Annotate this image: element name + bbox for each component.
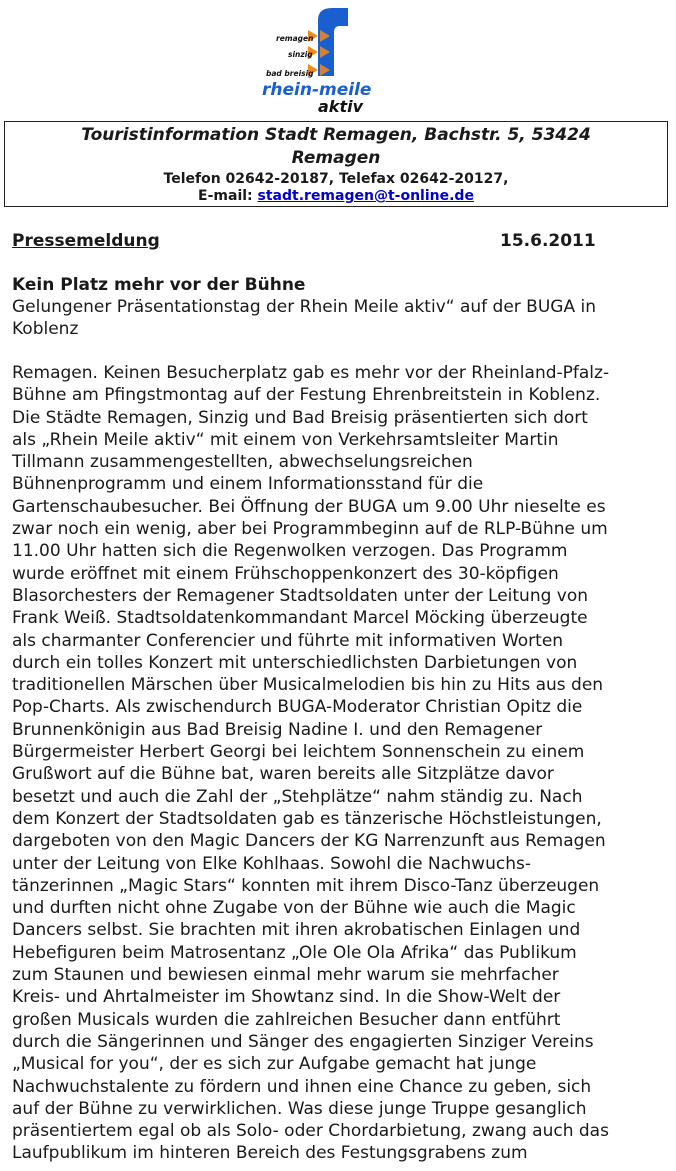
- article-headline: Kein Platz mehr vor der Bühne: [12, 275, 306, 295]
- body-line: besetzt und auch die Zahl der „Stehplätze“ nahm ständig zu. Nach: [12, 786, 583, 807]
- body-line: traditionellen Märschen über Musicalmelodien bis hin zu Hits aus den: [12, 675, 604, 696]
- body-line: Gartenschaubesucher. Bei Öffnung der BUGA um 9.00 Uhr nieselte es: [12, 496, 606, 517]
- logo-remagen: remagen: [276, 34, 314, 43]
- body-line: zwar noch ein wenig, aber bei Programmbeginn auf de RLP-Bühne um: [12, 519, 608, 540]
- body-line: zum Staunen und bewiesen einmal mehr warum sie mehrfacher: [12, 965, 559, 986]
- body-line: Pop-Charts. Als zwischendurch BUGA-Moderator Christian Opitz die: [12, 697, 583, 718]
- body-line: Blasorchesters der Remagener Stadtsoldaten unter der Leitung von: [12, 585, 589, 606]
- article-body: [12, 362, 662, 1165]
- rhein-meile-logo: [258, 6, 373, 116]
- body-line: Bürgermeister Herbert Georgi bei leichtem Sonnenschein zu einem: [12, 742, 585, 763]
- body-line: dem Konzert der Stadtsoldaten gab es tänzerische Höchstleistungen,: [12, 808, 602, 829]
- logo-brand-main: rhein-meile: [262, 80, 372, 100]
- body-line: Nachwuchstalente zu fördern und ihnen eine Chance zu geben, sich: [12, 1076, 592, 1097]
- body-line: Die Städte Remagen, Sinzig und Bad Breisig präsentierten sich dort: [12, 407, 588, 428]
- logo-brand-sub: aktiv: [318, 97, 363, 116]
- body-line: Grußwort auf die Bühne bat, waren bereits alle Sitzplätze davor: [12, 764, 554, 785]
- body-line: auf der Bühne zu verwirklichen. Was diese junge Truppe gesanglich: [12, 1098, 587, 1119]
- body-line: durch ein tolles Konzert mit unterschiedlichsten Darbietungen von: [12, 652, 578, 673]
- body-line: als „Rhein Meile aktiv“ mit einem von Verkehrsamtsleiter Martin: [12, 429, 559, 450]
- tourist-info-address: Touristinformation Stadt Remagen, Bachstr. 5, 53424: [81, 125, 591, 145]
- body-line: Remagen. Keinen Besucherplatz gab es mehr vor der Rheinland-Pfalz-: [12, 363, 610, 383]
- body-line: wurde eröffnet mit einem Frühschoppenkonzert des 30-köpfigen: [12, 563, 559, 584]
- body-line: unter der Leitung von Elke Kohlhaas. Sowohl die Nachwuchs-: [12, 853, 531, 874]
- tourist-info-city: Remagen: [291, 148, 381, 168]
- body-line: „Musical for you“, der es sich zur Aufgabe gemacht hat junge: [12, 1054, 537, 1075]
- press-release-label: Pressemeldung: [12, 231, 160, 251]
- body-line: Bühnenprogramm und einem Informationsstand für die: [12, 474, 484, 495]
- body-line: durch die Sängerinnen und Sänger des engagierten Sinziger Vereins: [12, 1031, 594, 1052]
- body-line: tänzerinnen „Magic Stars“ konnten mit ihrem Disco-Tanz überzeugen: [12, 875, 600, 896]
- body-line: Hebefiguren beim Matrosentanz „Ole Ole Ola Afrika“ das Publikum: [12, 942, 577, 963]
- phone-fax-line: Telefon 02642-20187, Telefax 02642-20127,: [163, 171, 509, 187]
- contact-header-box: [4, 121, 668, 207]
- email-line: [5, 187, 667, 205]
- body-line: und durften nicht ohne Zugabe von der Bühne wie auch die Magic: [12, 898, 576, 919]
- body-line: Kreis- und Ahrtalmeister im Showtanz sind. In die Show-Welt der: [12, 987, 561, 1008]
- body-line: großen Musicals wurden die zahlreichen Besucher dann entführt: [12, 1009, 561, 1030]
- body-line: Brunnenkönigin aus Bad Breisig Nadine I. und den Remagener: [12, 719, 543, 740]
- body-line: Frank Weiß. Stadtsoldatenkommandant Marcel Möcking überzeugte: [12, 608, 588, 629]
- email-link[interactable]: stadt.remagen@t-online.de: [257, 188, 474, 204]
- body-line: 11.00 Uhr hatten sich die Regenwolken verzogen. Das Programm: [12, 541, 568, 562]
- body-line: Tillmann zusammengestellten, abwechselungsreichen: [12, 452, 473, 473]
- logo-bad-breisig: bad breisig: [266, 69, 314, 78]
- body-line: als charmanter Conferencier und führte mit informativen Worten: [12, 630, 564, 651]
- body-line: dargeboten von den Magic Dancers der KG Narrenzunft aus Remagen: [12, 831, 606, 852]
- body-line: präsentiertem egal ob als Solo- oder Chordarbietung, zwang auch das: [12, 1121, 609, 1142]
- article-subheadline: Gelungener Präsentationstag der Rhein Meile aktiv“ auf der BUGA in Koblenz: [12, 297, 596, 340]
- email-label: E-mail:: [198, 188, 253, 204]
- press-release-date: 15.6.2011: [500, 231, 596, 251]
- logo-sinzig: sinzig: [288, 50, 313, 59]
- body-line: Laufpublikum im hinteren Bereich des Festungsgrabens zum: [12, 1143, 528, 1164]
- body-line: Dancers selbst. Sie brachten mit ihren akrobatischen Einlagen und: [12, 920, 581, 941]
- body-line: Bühne am Pfingstmontag auf der Festung Ehrenbreitstein in Koblenz.: [12, 385, 601, 406]
